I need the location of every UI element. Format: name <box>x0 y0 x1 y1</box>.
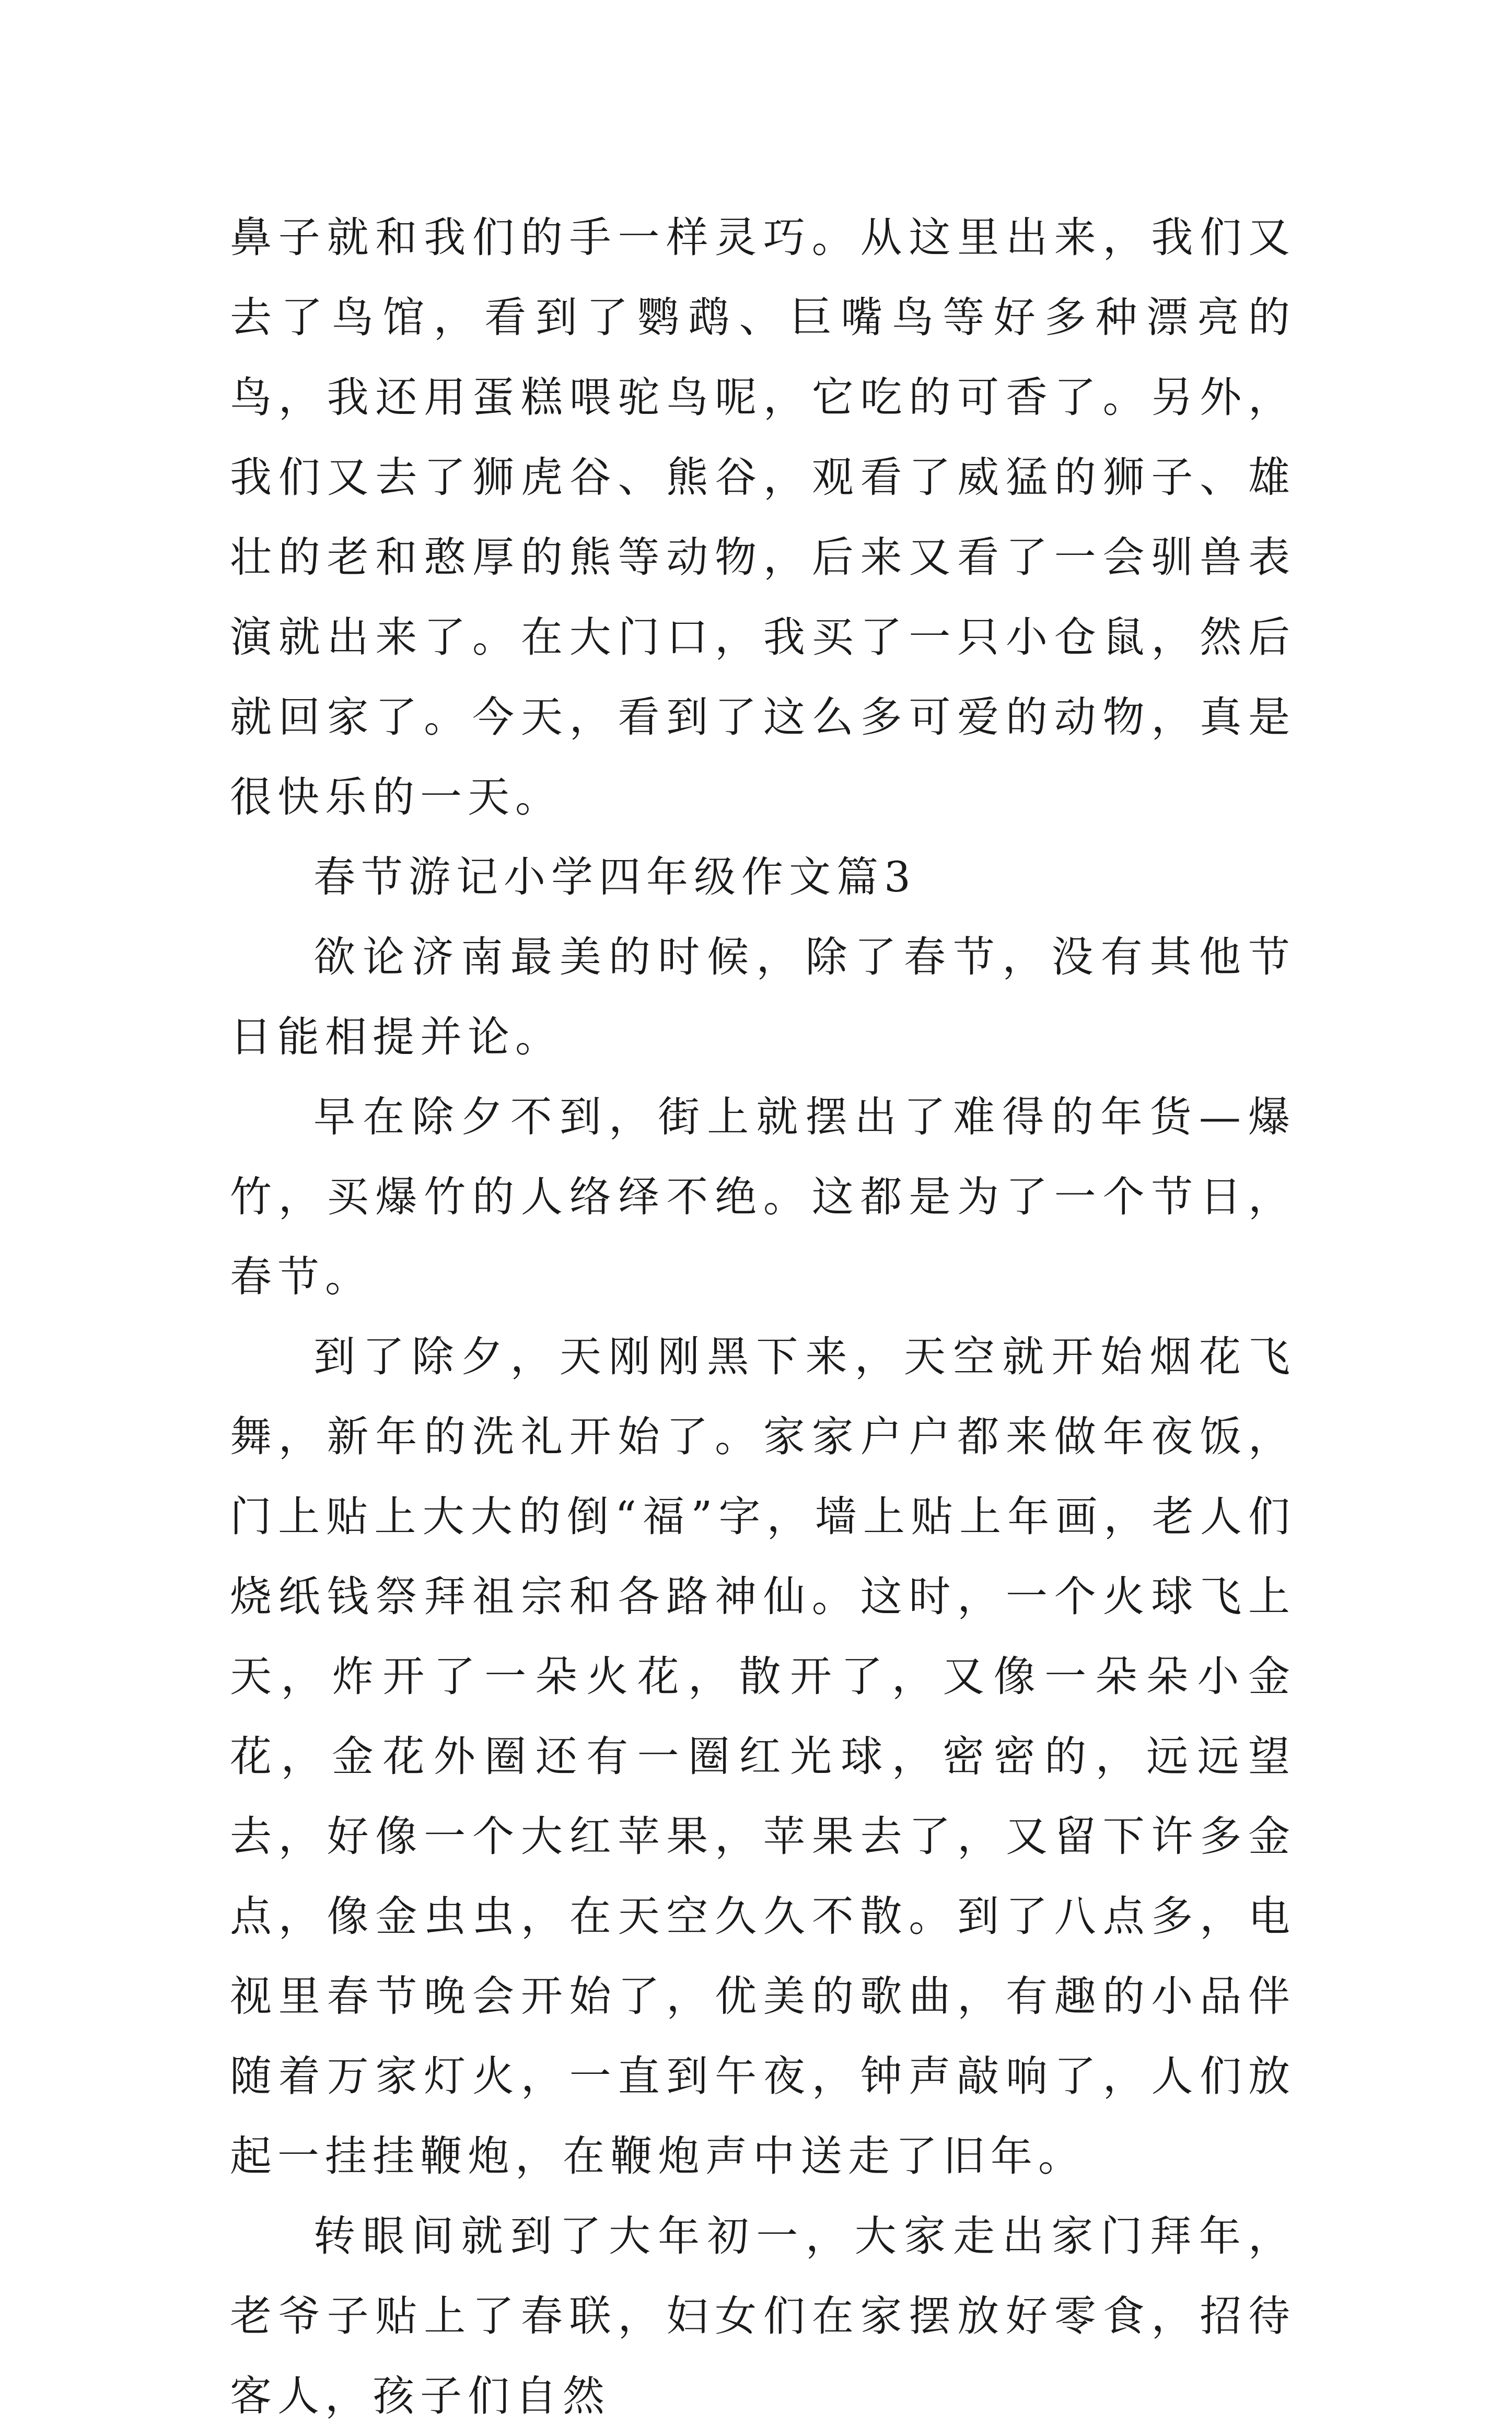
paragraph: 欲论济南最美的时候，除了春节，没有其他节日能相提并论。 <box>230 933 1296 1061</box>
section-heading: 春节游记小学四年级作文篇3 <box>313 853 916 901</box>
paragraph: 转眼间就到了大年初一，大家走出家门拜年，老爷子贴上了春联，妇女们在家摆放好零食，招待客人，孩子们自然 <box>230 2212 1296 2420</box>
paragraph-continued: 鼻子就和我们的手一样灵巧。从这里出来，我们又去了鸟馆，看到了鹦鹉、巨嘴鸟等好多种漂亮的鸟，我还用蛋糕喂驼鸟呢，它吃的可香了。另外，我们又去了狮虎谷、熊谷，观看了威猛的狮子、雄壮的老和憨厚的熊等动物，后来又看了一会驯兽表演就出来了。在大门口，我买了一只小仓鼠，然后就回家了。今天，看到了这么多可爱的动物，真是很快乐的一天。 <box>230 213 1296 821</box>
document-body <box>230 198 1296 2436</box>
paragraph: 早在除夕不到，街上就摆出了难得的年货—爆竹，买爆竹的人络绎不绝。这都是为了一个节日，春节。 <box>230 1093 1296 1301</box>
paragraph: 到了除夕，天刚刚黑下来，天空就开始烟花飞舞，新年的洗礼开始了。家家户户都来做年夜饭，门上贴上大大的倒“福”字，墙上贴上年画，老人们烧纸钱祭拜祖宗和各路神仙。这时，一个火球飞上天，炸开了一朵火花，散开了，又像一朵朵小金花，金花外圈还有一圈红光球，密密的，远远望去，好像一个大红苹果，苹果去了，又留下许多金点，像金虫虫，在天空久久不散。到了八点多，电视里春节晚会开始了，优美的歌曲，有趣的小品伴随着万家灯火，一直到午夜，钟声敲响了，人们放起一挂挂鞭炮，在鞭炮声中送走了旧年。 <box>230 1332 1296 2180</box>
